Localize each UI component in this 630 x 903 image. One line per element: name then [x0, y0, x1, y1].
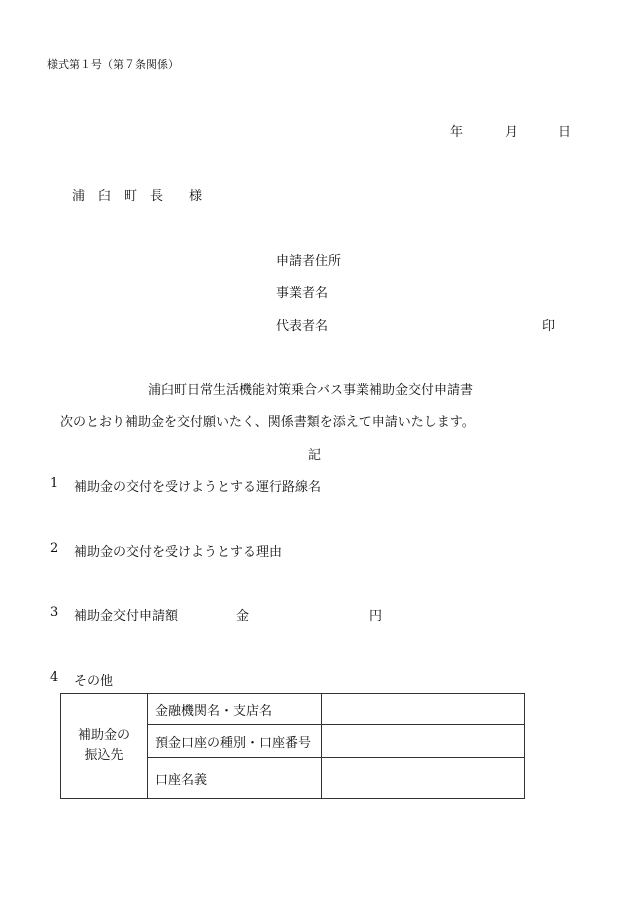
- seal-mark: 印: [542, 319, 556, 334]
- item-2-number: 2: [50, 541, 59, 556]
- date-year: 年: [450, 125, 464, 140]
- item-3-text: 補助金交付申請額: [74, 609, 179, 624]
- account-holder-value[interactable]: [322, 758, 525, 799]
- item-1-number: 1: [50, 476, 59, 491]
- addressee: 浦 臼 町 長 様: [72, 189, 203, 204]
- bank-table-header-line1: 補助金の: [77, 728, 130, 743]
- account-holder-label: 口座名義: [148, 758, 322, 799]
- date-month: 月: [505, 125, 519, 140]
- item-3-number: 3: [50, 605, 59, 620]
- bank-table-header: [61, 694, 148, 799]
- bank-name-label: 金融機関名・支店名: [148, 694, 322, 725]
- item-4-text: その他: [74, 674, 114, 689]
- amount-kin: 金: [236, 609, 250, 624]
- account-type-number-value[interactable]: [322, 725, 525, 758]
- document-title: 浦臼町日常生活機能対策乗合バス事業補助金交付申請書: [148, 383, 474, 398]
- bank-name-value[interactable]: [322, 694, 525, 725]
- bank-transfer-table: [60, 693, 525, 799]
- ki-heading: 記: [308, 448, 322, 463]
- account-type-number-label: 預金口座の種別・口座番号: [148, 725, 322, 758]
- business-name-label: 事業者名: [276, 286, 329, 301]
- item-2-text: 補助金の交付を受けようとする理由: [74, 545, 283, 560]
- form-number: 様式第１号（第７条関係）: [47, 58, 179, 71]
- bank-table-header-line2: 振込先: [84, 748, 124, 763]
- intro-text: 次のとおり補助金を交付願いたく、関係書類を添えて申請いたします。: [60, 415, 475, 430]
- representative-label: 代表者名: [276, 319, 329, 334]
- item-4-number: 4: [50, 670, 59, 685]
- applicant-address-label: 申請者住所: [276, 254, 342, 269]
- amount-yen: 円: [369, 609, 383, 624]
- item-1-text: 補助金の交付を受けようとする運行路線名: [74, 480, 322, 495]
- date-day: 日: [558, 125, 572, 140]
